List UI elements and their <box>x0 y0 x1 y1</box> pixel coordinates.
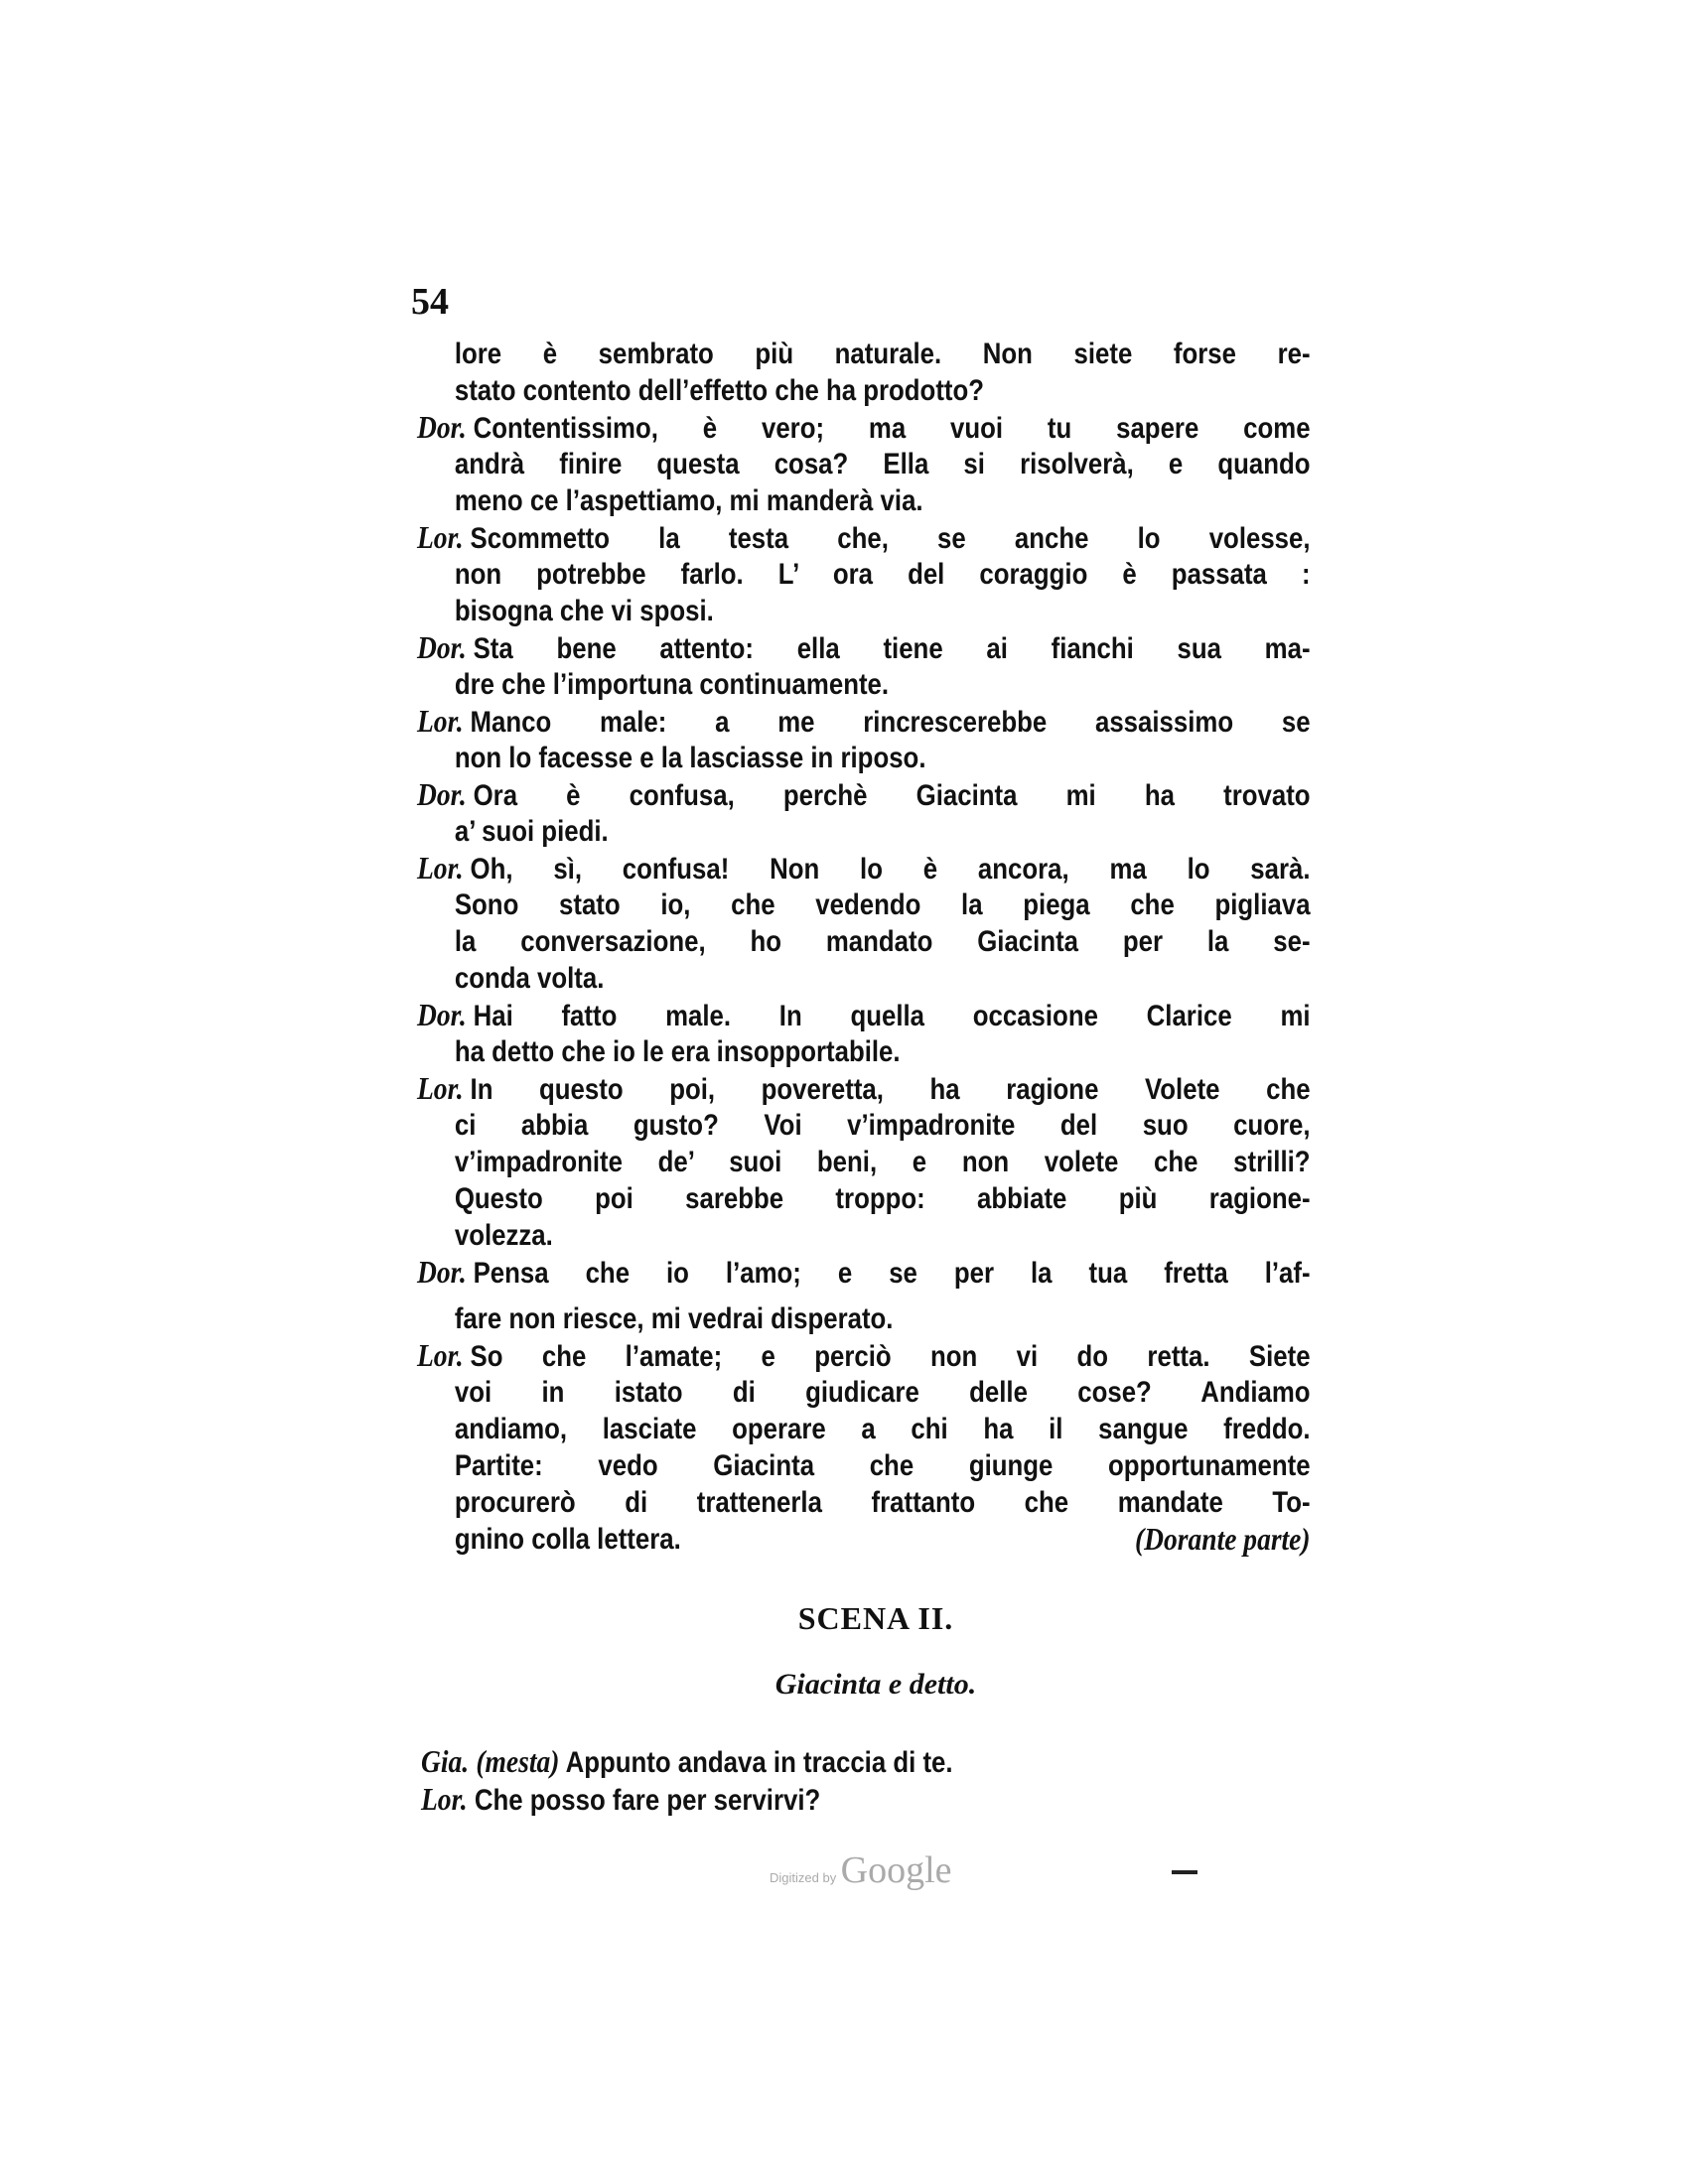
line-text: voi in istato di giudicare delle cose? Andiamo <box>454 1376 1311 1409</box>
speaker-label: Gia. <box>421 1743 470 1779</box>
watermark-brand: Google <box>840 1849 952 1891</box>
line-text: stato contento dell’effetto che ha prodotto? <box>454 374 985 407</box>
text-line <box>417 1521 1311 1558</box>
text-line <box>417 409 1311 446</box>
text-line <box>417 482 1311 519</box>
page-number: 54 <box>411 281 449 323</box>
line-text: meno ce l’aspettiamo, mi manderà via. <box>454 484 923 517</box>
line-text: ci abbia gusto? Voi v’impadronite del suo cuore, <box>454 1109 1311 1142</box>
google-watermark <box>770 1848 952 1892</box>
speaker-label: Dor. <box>417 629 467 665</box>
speaker-label: Lor. <box>417 850 464 886</box>
line-text: conda volta. <box>454 962 605 995</box>
line-text: fare non riesce, mi vedrai disperato. <box>454 1302 894 1335</box>
stage-direction: (Dorante parte) <box>1134 1521 1311 1557</box>
speech-text: Appunto andava in traccia di te. <box>565 1746 953 1779</box>
scene-characters: Giacinta e detto. <box>774 1668 977 1701</box>
line-text: Sono stato io, che vedendo la piega che pigliava <box>454 888 1311 921</box>
scene-heading: SCENA II. <box>797 1600 954 1636</box>
speaker-label: Lor. <box>417 519 464 555</box>
line-text: Contentissimo, è vero; ma vuoi tu sapere come <box>473 412 1311 445</box>
text-line <box>417 556 1311 593</box>
text-line <box>417 887 1311 923</box>
text-line <box>417 703 1311 740</box>
speaker-label: Dor. <box>417 776 467 812</box>
text-line <box>417 1374 1311 1411</box>
speaker-label: Dor. <box>417 997 467 1032</box>
text-line <box>417 1254 1311 1291</box>
text-line <box>417 740 1311 776</box>
text-line <box>417 372 1311 409</box>
text-line <box>417 850 1311 887</box>
text-line <box>417 1300 1311 1337</box>
line-text: Scommetto la testa che, se anche lo volesse, <box>470 522 1311 555</box>
text-line <box>417 1447 1311 1484</box>
line-text: dre che l’importuna continuamente. <box>454 668 890 701</box>
text-line <box>417 1180 1311 1217</box>
dialogue-line <box>421 1781 820 1818</box>
line-text: non lo facesse e la lasciasse in riposo. <box>454 742 926 774</box>
text-line <box>417 1070 1311 1107</box>
text-line <box>417 1411 1311 1447</box>
line-text: Ora è confusa, perchè Giacinta mi ha trovato <box>473 779 1311 812</box>
line-text: a’ suoi piedi. <box>454 815 609 848</box>
line-text: procurerò di trattenerla frattanto che mandate To- <box>454 1486 1311 1519</box>
speaker-label: Lor. <box>421 1781 468 1817</box>
text-line <box>417 813 1311 850</box>
line-text: Sta bene attento: ella tiene ai fianchi sua ma- <box>473 632 1311 665</box>
dialogue-body <box>417 336 1311 1558</box>
speaker-label: Lor. <box>417 1337 464 1373</box>
text-line <box>417 960 1311 997</box>
line-text: non potrebbe farlo. L’ ora del coraggio è passata : <box>454 558 1311 591</box>
line-text: gnino colla lettera. <box>454 1523 681 1556</box>
text-line <box>417 1337 1311 1374</box>
line-text: Hai fatto male. In quella occasione Clarice mi <box>473 1000 1311 1032</box>
text-line <box>417 336 1311 372</box>
line-text: la conversazione, ho mandato Giacinta per la se- <box>454 925 1311 958</box>
speaker-label: Lor. <box>417 1070 464 1106</box>
line-text: lore è sembrato più naturale. Non siete forse re- <box>454 338 1311 370</box>
line-text: andiamo, lasciate operare a chi ha il sangue freddo. <box>454 1413 1311 1445</box>
text-line <box>417 1144 1311 1180</box>
line-text: bisogna che vi sposi. <box>454 595 714 627</box>
speaker-label: Dor. <box>417 409 467 445</box>
line-text: Partite: vedo Giacinta che giunge opportunamente <box>454 1449 1311 1482</box>
line-text: Questo poi sarebbe troppo: abbiate più ragione- <box>454 1182 1311 1215</box>
speech-text: Che posso fare per servirvi? <box>474 1784 821 1817</box>
line-text: Manco male: a me rincrescerebbe assaissimo se <box>470 706 1311 739</box>
line-text: In questo poi, poveretta, ha ragione Volete che <box>470 1073 1311 1106</box>
text-line <box>417 776 1311 813</box>
text-line <box>417 923 1311 960</box>
line-text: ha detto che io le era insopportabile. <box>454 1035 901 1068</box>
text-line <box>417 666 1311 703</box>
line-text: volezza. <box>454 1219 553 1252</box>
speaker-label: Dor. <box>417 1254 467 1290</box>
text-line <box>417 593 1311 629</box>
line-text: Pensa che io l’amo; e se per la tua fretta l’af- <box>473 1257 1311 1290</box>
stage-direction: (mesta) <box>476 1743 560 1779</box>
text-line <box>417 519 1311 556</box>
text-line <box>417 997 1311 1033</box>
line-text: andrà finire questa cosa? Ella si risolverà, e quando <box>454 448 1311 480</box>
line-text: v’impadronite de’ suoi beni, e non volete che strilli? <box>454 1146 1311 1178</box>
watermark-small: Digitized by <box>770 1870 837 1885</box>
text-line <box>417 629 1311 666</box>
text-line <box>417 1107 1311 1144</box>
speaker-label: Lor. <box>417 703 464 739</box>
dialogue-line <box>421 1743 953 1780</box>
line-text: Oh, sì, confusa! Non lo è ancora, ma lo sarà. <box>470 853 1311 886</box>
text-line <box>417 446 1311 482</box>
text-line <box>417 1217 1311 1254</box>
text-line <box>417 1033 1311 1070</box>
print-mark <box>1172 1870 1197 1874</box>
line-text: So che l’amate; e perciò non vi do retta. Siete <box>470 1340 1311 1373</box>
text-line <box>417 1484 1311 1521</box>
